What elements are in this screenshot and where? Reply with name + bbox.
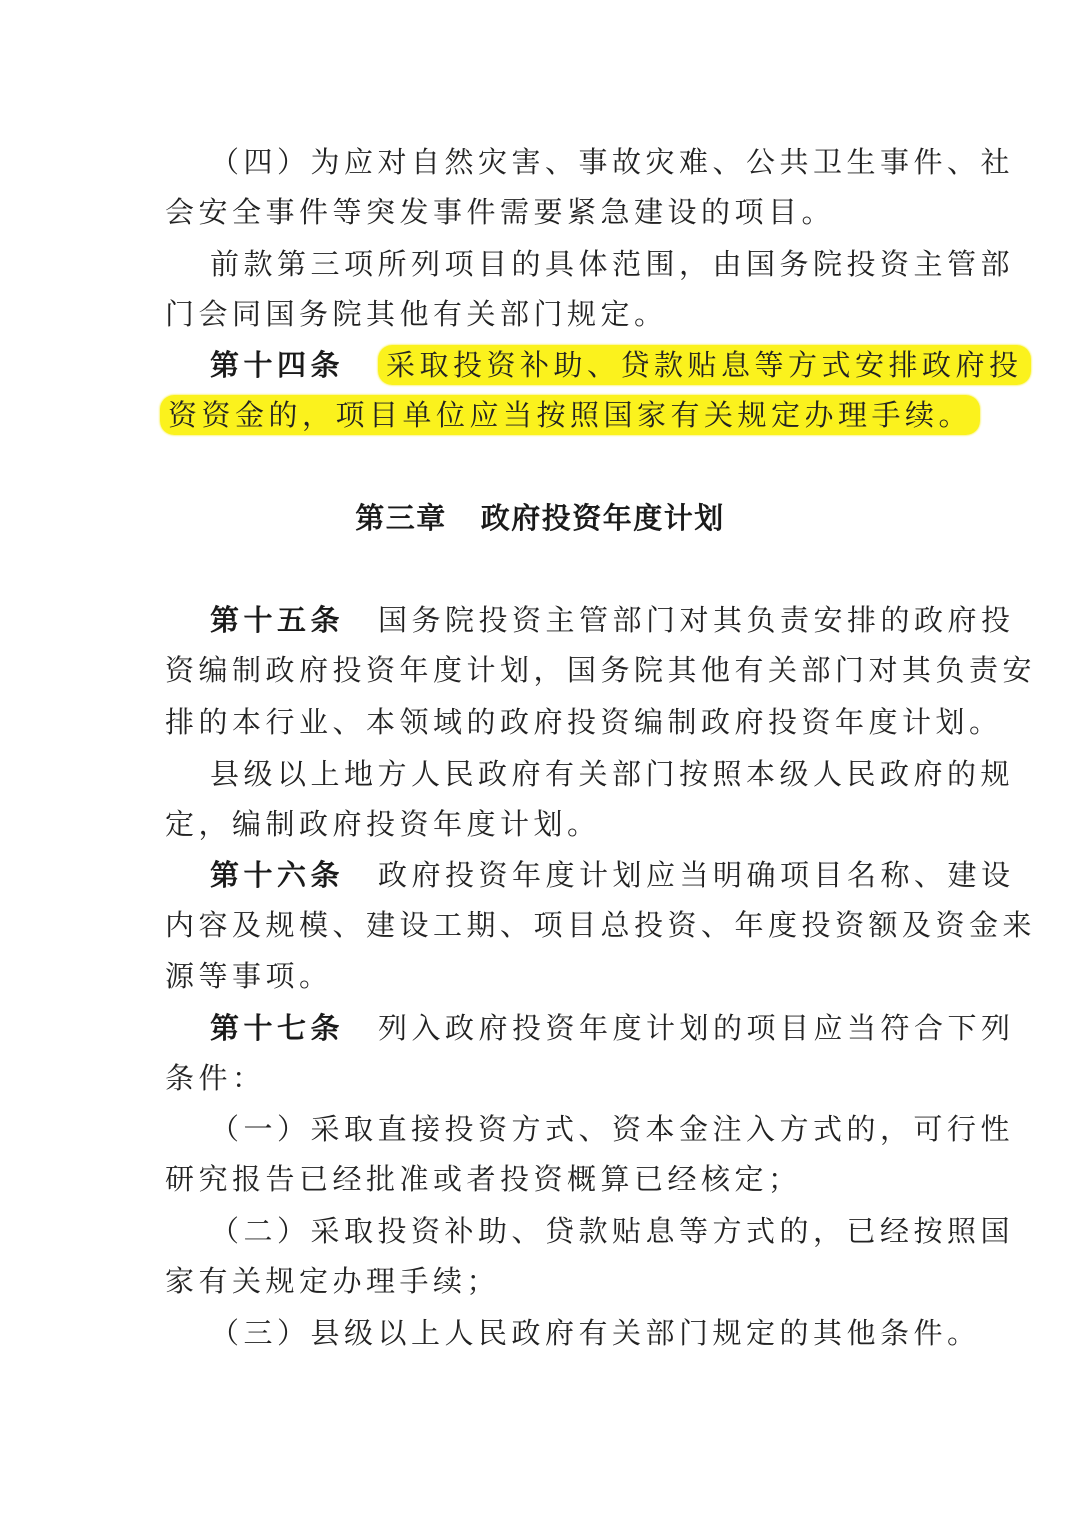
article-16-line-2: 内容及规模、建设工期、项目总投资、年度投资额及资金来 <box>165 908 1037 942</box>
article-14-highlight-2: 资资金的，项目单位应当按照国家有关规定办理手续。 <box>160 395 980 435</box>
item-four-line-2: 会安全事件等突发事件需要紧急建设的项目。 <box>165 195 836 229</box>
article-15-text-1: 国务院投资主管部门对其负责安排的政府投 <box>378 603 1015 637</box>
article-14-label: 第十四条 <box>210 348 345 382</box>
article-15-line-3: 排的本行业、本领域的政府投资编制政府投资年度计划。 <box>165 705 1003 739</box>
item-one-line-1: （一）采取直接投资方式、资本金注入方式的，可行性 <box>210 1112 1015 1146</box>
paragraph-scope-line-2: 门会同国务院其他有关部门规定。 <box>165 297 668 331</box>
article-15-line-1 <box>210 600 1015 640</box>
article-15-line-2: 资编制政府投资年度计划，国务院其他有关部门对其负责安 <box>165 653 1037 687</box>
article-14-highlight-1: 采取投资补助、贷款贴息等方式安排政府投 <box>378 345 1031 385</box>
article-16-text-1: 政府投资年度计划应当明确项目名称、建设 <box>378 858 1015 892</box>
item-four-line-1: （四）为应对自然灾害、事故灾难、公共卫生事件、社 <box>210 145 1015 179</box>
chapter-title: 政府投资年度计划 <box>480 501 725 535</box>
item-two-line-2: 家有关规定办理手续； <box>165 1264 501 1298</box>
item-one-line-2: 研究报告已经批准或者投资概算已经核定； <box>165 1162 802 1196</box>
article-15-label: 第十五条 <box>210 603 345 637</box>
article-14-line-2 <box>160 395 973 435</box>
chapter-heading <box>0 498 1080 538</box>
article-16-line-1 <box>210 855 1015 895</box>
paragraph-local-line-2: 定，编制政府投资年度计划。 <box>165 807 601 841</box>
article-17-label: 第十七条 <box>210 1011 345 1045</box>
article-14-line-1 <box>210 345 1023 385</box>
item-three-line-1: （三）县级以上人民政府有关部门规定的其他条件。 <box>210 1316 981 1350</box>
article-17-line-2: 条件： <box>165 1061 266 1095</box>
chapter-label: 第三章 <box>355 501 447 535</box>
article-16-label: 第十六条 <box>210 858 345 892</box>
article-16-line-3: 源等事项。 <box>165 959 333 993</box>
article-17-line-1 <box>210 1008 1015 1048</box>
article-17-text-1: 列入政府投资年度计划的项目应当符合下列 <box>378 1011 1015 1045</box>
paragraph-local-line-1: 县级以上地方人民政府有关部门按照本级人民政府的规 <box>210 757 1015 791</box>
paragraph-scope-line-1: 前款第三项所列项目的具体范围，由国务院投资主管部 <box>210 247 1015 281</box>
item-two-line-1: （二）采取投资补助、贷款贴息等方式的，已经按照国 <box>210 1214 1015 1248</box>
